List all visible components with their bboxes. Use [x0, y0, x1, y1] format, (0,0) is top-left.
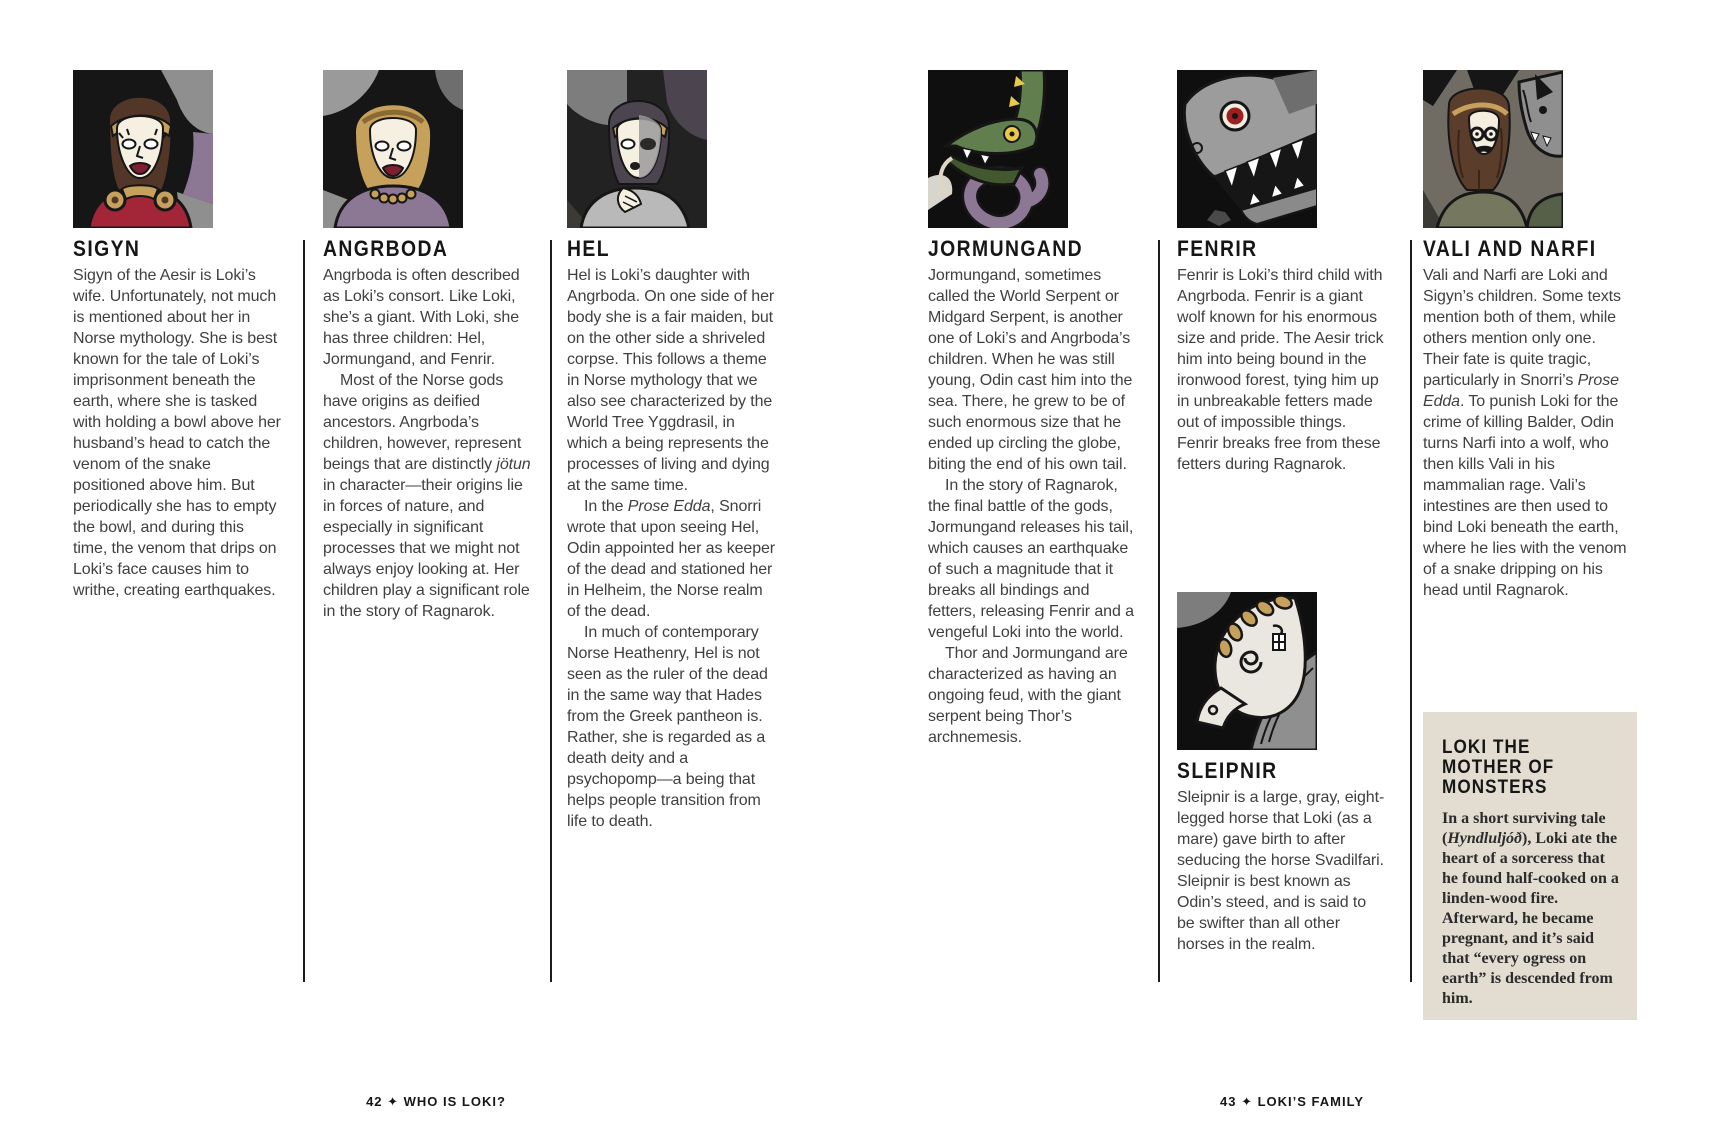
paragraph: Jormungand, sometimes called the World Serpent or Midgard Serpent, is another one of Loki’s and Angrboda’s children. When he was still young, Odin cast him into the sea. There, he grew to be of such enormous size that he ended up circling the globe, biting the end of his own tail.: [928, 267, 1133, 473]
section-sigyn: [73, 70, 281, 601]
section-jormungand: [928, 70, 1136, 748]
loki-mother-of-monsters-sidebar: [1423, 712, 1637, 1020]
hel-illustration: [567, 70, 707, 228]
section-hel: [567, 70, 775, 832]
sidebar-body: In a short surviving tale (Hyndluljóð), Loki ate the heart of a sorceress that he found half-cooked on a linden-wood fire. Afterward, he became pregnant, and it’s said that “every ogress on earth” is descended from him.: [1442, 810, 1619, 1007]
section-title-sleipnir: SLEIPNIR: [1177, 758, 1278, 783]
angrboda-illustration: [323, 70, 463, 228]
column-rule: [550, 240, 552, 982]
section-title-vali-and-narfi: VALI AND NARFI: [1423, 236, 1597, 261]
paragraph: Vali and Narfi are Loki and Sigyn’s children. Some texts mention both of them, while others mention only one. Their fate is quite tragic, particularly in Snorri’s Prose Edda. To punish Loki for the crime of killing Balder, Odin turns Narfi into a wolf, who then kills Vali in his mammalian rage. Vali’s intestines are then used to bind Loki beneath the earth, where he lies with the venom of a snake dripping on his head until Ragnarok.: [1423, 267, 1627, 599]
paragraph: Most of the Norse gods have origins as deified ancestors. Angrboda’s children, however, represent beings that are distinctly jötun in character—their origins lie in forces of nature, and especially in significant processes that we might not always enjoy looking at. Her children play a significant role in the story of Ragnarok.: [323, 372, 531, 620]
left-page-folio: 42 ✦ WHO IS LOKI?: [366, 1094, 506, 1109]
paragraph: Sleipnir is a large, gray, eight-legged horse that Loki (as a mare) gave birth to after seducing the horse Svadilfari. Sleipnir is best known as Odin’s steed, and is said to be swifter than all other horses in the realm.: [1177, 789, 1385, 953]
column-rule: [1158, 240, 1160, 982]
sidebar-title: LOKI THE MOTHER OF MONSTERS: [1442, 737, 1555, 798]
section-fenrir: [1177, 70, 1385, 475]
paragraph: Angrboda is often described as Loki’s consort. Like Loki, she’s a giant. With Loki, she has three children: Hel, Jormungand, and Fenrir.: [323, 267, 520, 368]
section-sleipnir: [1177, 592, 1385, 955]
column-rule: [1410, 240, 1412, 982]
paragraph: Fenrir is Loki’s third child with Angrboda. Fenrir is a giant wolf known for his enormous size and pride. The Aesir trick him into being bound in the ironwood forest, tying him up in unbreakable fetters made out of impossible things. Fenrir breaks free from these fetters during Ragnarok.: [1177, 267, 1384, 473]
column-rule: [303, 240, 305, 982]
paragraph: Thor and Jormungand are characterized as having an ongoing feud, with the giant serpent being Thor’s archnemesis.: [928, 645, 1128, 746]
paragraph: In the story of Ragnarok, the final battle of the gods, Jormungand releases his tail, which causes an earthquake of such a magnitude that it breaks all bindings and fetters, releasing Fenrir and a vengeful Loki into the world.: [928, 477, 1134, 641]
section-title-hel: HEL: [567, 236, 610, 261]
section-angrboda: [323, 70, 531, 622]
section-title-jormungand: JORMUNGAND: [928, 236, 1083, 261]
right-page-folio: 43 ✦ LOKI’S FAMILY: [1220, 1094, 1364, 1109]
vali-and-narfi-illustration: [1423, 70, 1563, 228]
sigyn-illustration: [73, 70, 213, 228]
section-vali-and-narfi: [1423, 70, 1631, 601]
paragraph: Sigyn of the Aesir is Loki’s wife. Unfortunately, not much is mentioned about her in Norse mythology. She is best known for the tale of Loki’s imprisonment beneath the earth, where she is tasked with holding a bowl above her husband’s head to catch the venom of the snake positioned above him. But periodically she has to empty the bowl, and during this time, the venom that drips on Loki’s face causes him to writhe, creating earthquakes.: [73, 267, 281, 599]
paragraph: In much of contemporary Norse Heathenry, Hel is not seen as the ruler of the dead in the same way that Hades from the Greek pantheon is. Rather, she is regarded as a death deity and a psychopomp—a being that helps people transition from life to death.: [567, 624, 768, 830]
fenrir-illustration: [1177, 70, 1317, 228]
paragraph: Hel is Loki’s daughter with Angrboda. On one side of her body she is a fair maiden, but on the other side a shriveled corpse. This follows a theme in Norse mythology that we also see characterized by the World Tree Yggdrasil, in which a being represents the processes of living and dying at the same time.: [567, 267, 775, 494]
section-title-angrboda: ANGRBODA: [323, 236, 449, 261]
paragraph: In the Prose Edda, Snorri wrote that upon seeing Hel, Odin appointed her as keeper of the dead and stationed her in Helheim, the Norse realm of the dead.: [567, 498, 776, 620]
section-title-fenrir: FENRIR: [1177, 236, 1258, 261]
section-title-sigyn: SIGYN: [73, 236, 141, 261]
jormungand-illustration: [928, 70, 1068, 228]
sleipnir-illustration: [1177, 592, 1317, 750]
